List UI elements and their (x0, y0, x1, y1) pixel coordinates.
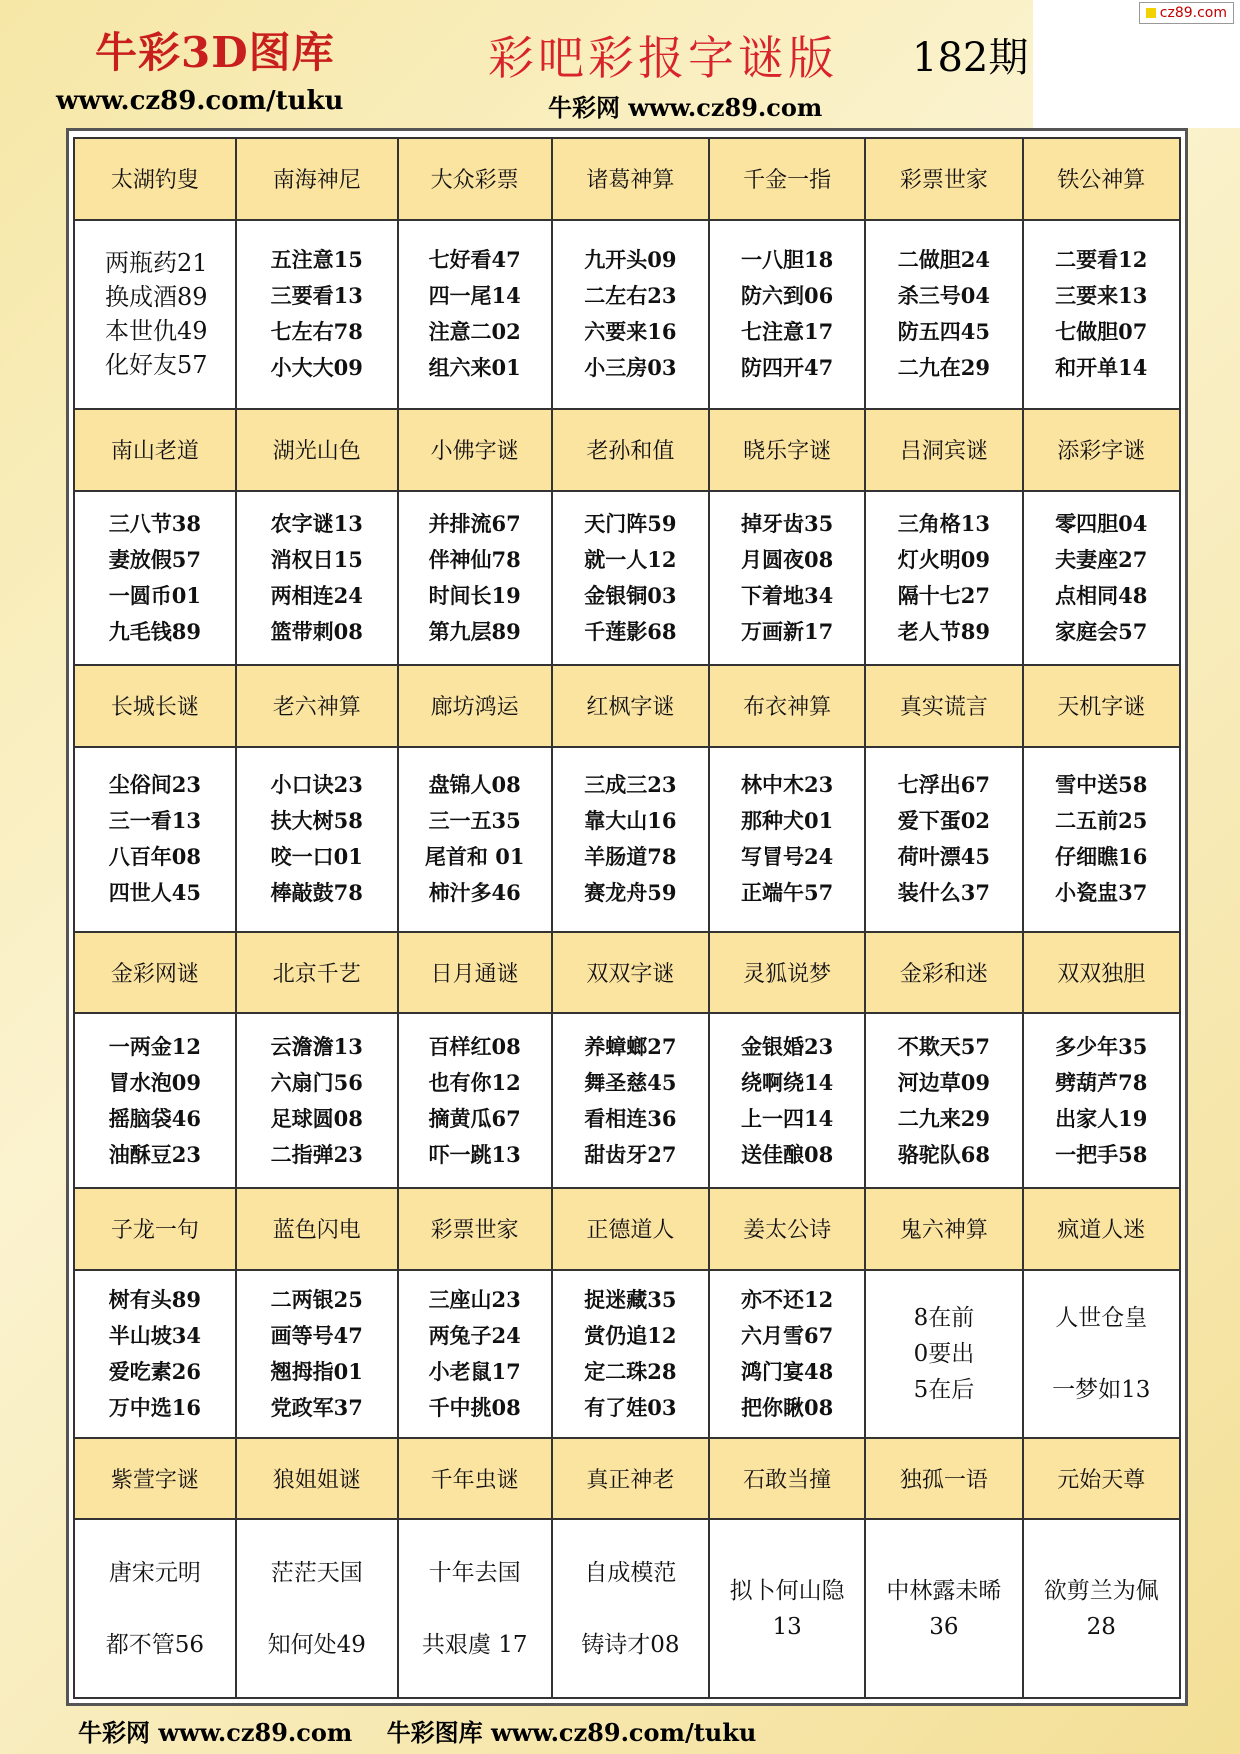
riddle-line: 靠大山16 (584, 808, 677, 834)
riddle-line: 翘拇指01 (270, 1358, 363, 1384)
riddle-line: 注意二02 (428, 319, 521, 345)
riddle-line: 天门阵59 (584, 510, 677, 536)
riddle-line: 四一尾14 (428, 283, 521, 309)
column-header: 石敢当撞 (709, 1438, 865, 1520)
riddle-cell (236, 491, 398, 665)
riddle-cell (865, 1013, 1022, 1187)
column-header: 金彩网谜 (74, 932, 236, 1014)
riddle-line: 摇脑袋46 (108, 1105, 202, 1131)
riddle-line: 13 (772, 1613, 802, 1640)
riddle-line: 人世仓皇 (1055, 1304, 1148, 1331)
column-header: 布衣神算 (709, 665, 865, 747)
riddle-line: 有了娃03 (584, 1394, 677, 1420)
header-row (74, 932, 1180, 1014)
riddle-cell (552, 1270, 709, 1438)
riddle-line: 林中木23 (741, 772, 834, 798)
riddle-line: 中林露未晞 (886, 1577, 1002, 1604)
column-header: 正德道人 (552, 1188, 709, 1270)
riddle-cell (74, 220, 236, 409)
riddle-line: 0要出 (913, 1340, 975, 1367)
riddle-line: 共艰虞 17 (421, 1631, 528, 1658)
riddle-cell (709, 1519, 865, 1698)
riddle-line: 写冒号24 (741, 844, 834, 870)
riddle-cell (398, 1270, 552, 1438)
riddle-line: 舞圣慈45 (584, 1069, 677, 1095)
riddle-line: 一把手58 (1055, 1141, 1148, 1167)
header-row (74, 409, 1180, 491)
column-header: 双双独胆 (1023, 932, 1180, 1014)
riddle-line: 尾首和 01 (424, 844, 525, 870)
riddle-line: 送佳酿08 (741, 1141, 834, 1167)
riddle-cell (709, 1013, 865, 1187)
content-row (74, 491, 1180, 665)
content-row (74, 220, 1180, 409)
riddle-cell (1023, 220, 1180, 409)
riddle-line: 百样红08 (428, 1033, 521, 1059)
riddle-line: 两瓶药21 (105, 249, 208, 278)
site-url[interactable]: www.cz89.com (628, 93, 823, 122)
column-header: 狼姐姐谜 (236, 1438, 398, 1520)
riddle-cell (865, 491, 1022, 665)
riddle-line: 一圆币01 (108, 582, 202, 608)
riddle-line: 盘锦人08 (428, 772, 521, 798)
column-header: 紫萱字谜 (74, 1438, 236, 1520)
riddle-line: 铸诗才08 (581, 1631, 680, 1658)
riddle-line: 组六来01 (428, 355, 521, 381)
gallery-url[interactable]: www.cz89.com/tuku (56, 86, 344, 116)
riddle-line: 下着地34 (741, 582, 834, 608)
content-row (74, 1270, 1180, 1438)
tag-square-icon (1146, 8, 1156, 18)
riddle-line: 时间长19 (428, 582, 521, 608)
riddle-line: 亦不还12 (741, 1286, 834, 1312)
riddle-line: 养蟑螂27 (584, 1033, 677, 1059)
riddle-line: 自成模范 (584, 1559, 677, 1586)
riddle-line: 吓一跳13 (428, 1141, 521, 1167)
content-row (74, 747, 1180, 932)
riddle-line: 云澹澹13 (270, 1033, 363, 1059)
column-header: 南海神尼 (236, 138, 398, 220)
riddle-cell (865, 220, 1022, 409)
riddle-line: 不欺天57 (897, 1033, 991, 1059)
riddle-line: 和开单14 (1055, 355, 1148, 381)
riddle-line: 仔细瞧16 (1055, 844, 1148, 870)
riddle-line: 篮带刺08 (270, 618, 363, 644)
riddle-line: 十年去国 (428, 1559, 521, 1586)
footer-gallery[interactable]: 牛彩图库 www.cz89.com/tuku (386, 1718, 757, 1747)
column-header: 千金一指 (709, 138, 865, 220)
riddle-line: 二指弹23 (270, 1141, 363, 1167)
riddle-cell (74, 1519, 236, 1698)
riddle-line: 第九层89 (428, 618, 521, 644)
riddle-line: 三成三23 (584, 772, 677, 798)
column-header: 吕洞宾谜 (865, 409, 1022, 491)
riddle-line: 看相连36 (584, 1105, 677, 1131)
riddle-line: 河边草09 (897, 1069, 991, 1095)
column-header: 日月通谜 (398, 932, 552, 1014)
column-header: 真正神老 (552, 1438, 709, 1520)
riddle-line: 二五前25 (1055, 808, 1148, 834)
riddle-line: 二两银25 (270, 1286, 363, 1312)
column-header: 长城长谜 (74, 665, 236, 747)
column-header: 南山老道 (74, 409, 236, 491)
column-header: 灵狐说梦 (709, 932, 865, 1014)
column-header: 疯道人迷 (1023, 1188, 1180, 1270)
riddle-line: 8在前 (913, 1304, 975, 1331)
riddle-line: 小老鼠17 (428, 1358, 521, 1384)
riddle-line: 三要看13 (270, 283, 363, 309)
riddle-cell (709, 220, 865, 409)
cell-spacer (553, 1591, 708, 1627)
riddle-line: 防六到06 (741, 283, 834, 309)
riddle-cell (1023, 1270, 1180, 1438)
header-row (74, 138, 1180, 220)
column-header: 蓝色闪电 (236, 1188, 398, 1270)
cell-spacer (399, 1591, 551, 1627)
column-header: 天机字谜 (1023, 665, 1180, 747)
riddle-line: 灯火明09 (897, 546, 991, 572)
riddle-line: 扶大树58 (270, 808, 363, 834)
riddle-cell (552, 747, 709, 932)
riddle-cell (552, 220, 709, 409)
riddle-line: 劈葫芦78 (1055, 1069, 1148, 1095)
riddle-line: 七左右78 (270, 319, 363, 345)
site-url-line (548, 88, 822, 123)
riddle-cell (865, 1270, 1022, 1438)
riddle-line: 零四胆04 (1055, 510, 1148, 536)
riddle-line: 万画新17 (741, 618, 834, 644)
riddle-line: 足球圆08 (270, 1105, 363, 1131)
riddle-line: 骆驼队68 (897, 1141, 991, 1167)
riddle-cell (398, 1519, 552, 1698)
riddle-cell (1023, 1519, 1180, 1698)
riddle-line: 消权日15 (270, 546, 363, 572)
column-header: 彩票世家 (865, 138, 1022, 220)
riddle-line: 本世仇49 (105, 317, 208, 346)
riddle-cell (398, 747, 552, 932)
riddle-line: 千莲影68 (584, 618, 677, 644)
riddle-line: 月圆夜08 (741, 546, 834, 572)
header-row (74, 1438, 1180, 1520)
column-header: 红枫字谜 (552, 665, 709, 747)
column-header: 子龙一句 (74, 1188, 236, 1270)
column-header: 晓乐字谜 (709, 409, 865, 491)
riddle-cell (74, 747, 236, 932)
riddle-line: 荷叶漂45 (897, 844, 991, 870)
column-header: 北京千艺 (236, 932, 398, 1014)
column-header: 金彩和迷 (865, 932, 1022, 1014)
riddle-line: 点相同48 (1055, 582, 1148, 608)
riddle-line: 三八节38 (108, 510, 202, 536)
riddle-line: 三座山23 (428, 1286, 521, 1312)
riddle-line: 定二珠28 (584, 1358, 677, 1384)
riddle-line: 冒水泡09 (108, 1069, 202, 1095)
riddle-line: 并排流67 (428, 510, 521, 536)
issue-number: 182期 (912, 35, 1029, 81)
riddle-line: 欲剪兰为佩 (1043, 1577, 1159, 1604)
riddle-line: 捉迷藏35 (584, 1286, 677, 1312)
riddle-cell (236, 747, 398, 932)
riddle-line: 党政军37 (270, 1394, 363, 1420)
column-header: 鬼六神算 (865, 1188, 1022, 1270)
column-header: 元始天尊 (1023, 1438, 1180, 1520)
riddle-line: 一两金12 (108, 1033, 202, 1059)
riddle-line: 甜齿牙27 (584, 1141, 677, 1167)
riddle-line: 三一五35 (428, 808, 521, 834)
riddle-line: 七好看47 (428, 247, 521, 273)
column-header: 小佛字谜 (398, 409, 552, 491)
riddle-line: 两相连24 (270, 582, 363, 608)
column-header: 姜太公诗 (709, 1188, 865, 1270)
column-header: 彩票世家 (398, 1188, 552, 1270)
riddle-cell (1023, 1013, 1180, 1187)
page-title: 彩吧彩报字谜版 (488, 31, 838, 85)
header-row (74, 1188, 1180, 1270)
riddle-line: 化好友57 (105, 351, 208, 380)
column-header: 铁公神算 (1023, 138, 1180, 220)
riddle-cell (1023, 491, 1180, 665)
riddle-line: 正端午57 (741, 880, 834, 906)
riddle-line: 28 (1086, 1613, 1116, 1640)
riddle-line: 九开头09 (584, 247, 677, 273)
riddle-line: 小口诀23 (270, 772, 363, 798)
riddle-line: 赛龙舟59 (584, 880, 677, 906)
riddle-cell (709, 747, 865, 932)
footer-site[interactable]: 牛彩网 www.cz89.com (78, 1718, 353, 1747)
riddle-line: 多少年35 (1055, 1033, 1148, 1059)
riddle-line: 掉牙齿35 (741, 510, 834, 536)
riddle-cell (236, 220, 398, 409)
riddle-line: 六扇门56 (270, 1069, 363, 1095)
riddle-line: 家庭会57 (1055, 618, 1148, 644)
riddle-line: 二九来29 (897, 1105, 991, 1131)
riddle-line: 拟卜何山隐 (729, 1577, 845, 1604)
column-header: 湖光山色 (236, 409, 398, 491)
riddle-line: 九毛钱89 (108, 618, 202, 644)
riddle-line: 上一四14 (741, 1105, 834, 1131)
riddle-line: 防五四45 (897, 319, 991, 345)
riddle-line: 赏仍追12 (584, 1322, 677, 1348)
cell-spacer (75, 1591, 235, 1627)
riddle-cell (865, 747, 1022, 932)
riddle-line: 二要看12 (1055, 247, 1148, 273)
riddle-line: 七注意17 (741, 319, 834, 345)
riddle-line: 爱吃素26 (108, 1358, 202, 1384)
riddle-line: 二九在29 (897, 355, 991, 381)
riddle-line: 农字谜13 (270, 510, 363, 536)
riddle-cell (552, 491, 709, 665)
riddle-line: 千中挑08 (428, 1394, 521, 1420)
riddle-line: 5在后 (913, 1376, 975, 1403)
riddle-line: 棒敲鼓78 (270, 880, 363, 906)
riddle-line: 也有你12 (428, 1069, 521, 1095)
riddle-line: 柿汁多46 (428, 880, 521, 906)
cell-spacer (237, 1591, 397, 1627)
content-row (74, 1519, 1180, 1698)
riddle-line: 出家人19 (1055, 1105, 1148, 1131)
site-tag[interactable] (1139, 2, 1234, 24)
gallery-title: 牛彩3D图库 (95, 28, 335, 77)
column-header: 千年虫谜 (398, 1438, 552, 1520)
riddle-line: 隔十七27 (897, 582, 991, 608)
riddle-line: 雪中送58 (1055, 772, 1148, 798)
column-header: 独孤一语 (865, 1438, 1022, 1520)
riddle-cell (398, 491, 552, 665)
riddle-line: 万中选16 (108, 1394, 202, 1420)
riddle-line: 两兔子24 (428, 1322, 521, 1348)
riddle-cell (398, 1013, 552, 1187)
riddle-line: 小三房03 (584, 355, 677, 381)
riddle-line: 就一人12 (584, 546, 677, 572)
riddle-cell (74, 1013, 236, 1187)
riddle-cell (236, 1519, 398, 1698)
riddle-line: 树有头89 (108, 1286, 202, 1312)
riddle-line: 妻放假57 (108, 546, 202, 572)
riddle-line: 一梦如13 (1052, 1376, 1151, 1403)
riddle-line: 三要来13 (1055, 283, 1148, 309)
riddle-cell (236, 1270, 398, 1438)
riddle-cell (74, 491, 236, 665)
riddle-cell (74, 1270, 236, 1438)
riddle-line: 咬一口01 (270, 844, 363, 870)
riddle-cell (236, 1013, 398, 1187)
riddle-line: 都不管56 (105, 1631, 205, 1658)
riddle-cell (552, 1013, 709, 1187)
riddle-cell (552, 1519, 709, 1698)
riddle-line: 那种犬01 (741, 808, 834, 834)
riddle-line: 小瓷盅37 (1055, 880, 1148, 906)
column-header: 老孙和值 (552, 409, 709, 491)
riddle-cell (865, 1519, 1022, 1698)
riddle-line: 小大大09 (270, 355, 363, 381)
riddle-line: 绕啊绕14 (741, 1069, 834, 1095)
riddle-line: 八百年08 (108, 844, 202, 870)
riddle-line: 杀三号04 (897, 283, 991, 309)
riddle-line: 金银婚23 (741, 1033, 834, 1059)
column-header: 添彩字谜 (1023, 409, 1180, 491)
riddle-line: 爱下蛋02 (897, 808, 991, 834)
riddle-line: 茫茫天国 (270, 1559, 363, 1586)
content-row (74, 1013, 1180, 1187)
riddle-line: 老人节89 (897, 618, 991, 644)
riddle-line: 六要来16 (584, 319, 677, 345)
riddle-line: 七浮出67 (897, 772, 991, 798)
riddle-line: 三角格13 (897, 510, 991, 536)
riddle-line: 六月雪67 (741, 1322, 834, 1348)
riddle-cell (709, 1270, 865, 1438)
riddle-line: 鸿门宴48 (741, 1358, 834, 1384)
riddle-line: 五注意15 (270, 247, 363, 273)
riddle-cell (398, 220, 552, 409)
column-header: 太湖钓叟 (74, 138, 236, 220)
site-brand: 牛彩网 (548, 93, 620, 122)
riddle-line: 知何处49 (267, 1631, 366, 1658)
riddle-line: 防四开47 (741, 355, 834, 381)
site-tag-text: cz89.com (1159, 5, 1227, 21)
riddle-line: 摘黄瓜67 (428, 1105, 521, 1131)
column-header: 大众彩票 (398, 138, 552, 220)
column-header: 老六神算 (236, 665, 398, 747)
riddle-table (73, 137, 1181, 1699)
riddle-cell (1023, 747, 1180, 932)
column-header: 诸葛神算 (552, 138, 709, 220)
riddle-line: 油酥豆23 (108, 1141, 202, 1167)
riddle-line: 四世人45 (108, 880, 202, 906)
riddle-line: 金银铜03 (584, 582, 677, 608)
riddle-line: 二左右23 (584, 283, 677, 309)
riddle-line: 换成酒89 (105, 283, 208, 312)
riddle-line: 伴神仙78 (428, 546, 521, 572)
cell-spacer (1024, 1336, 1179, 1372)
header-row (74, 665, 1180, 747)
riddle-line: 夫妻座27 (1055, 546, 1148, 572)
footer (78, 1713, 782, 1748)
column-header: 廊坊鸿运 (398, 665, 552, 747)
riddle-line: 三一看13 (108, 808, 202, 834)
riddle-line: 七做胆07 (1055, 319, 1148, 345)
riddle-line: 一八胆18 (741, 247, 834, 273)
riddle-line: 装什么37 (897, 880, 991, 906)
riddle-line: 羊肠道78 (584, 844, 677, 870)
riddle-line: 半山坡34 (108, 1322, 202, 1348)
column-header: 真实谎言 (865, 665, 1022, 747)
riddle-line: 画等号47 (270, 1322, 363, 1348)
riddle-cell (709, 491, 865, 665)
riddle-line: 尘俗间23 (108, 772, 202, 798)
riddle-line: 二做胆24 (897, 247, 991, 273)
riddle-line: 把你瞅08 (741, 1394, 834, 1420)
riddle-line: 唐宋元明 (108, 1559, 201, 1586)
column-header: 双双字谜 (552, 932, 709, 1014)
riddle-line: 36 (929, 1613, 959, 1640)
